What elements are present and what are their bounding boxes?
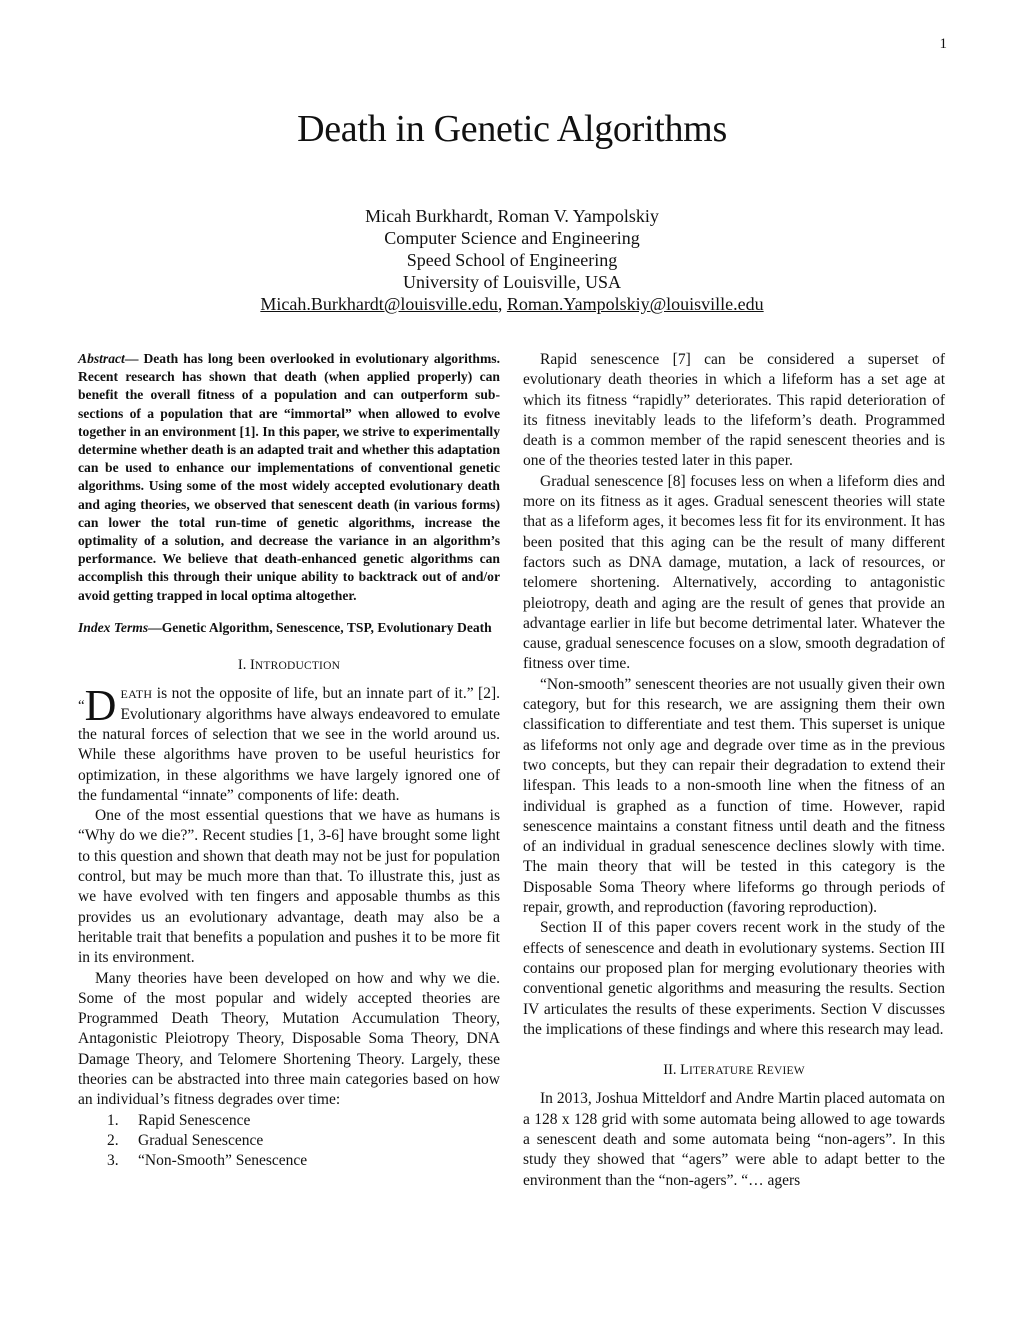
intro-smallcaps: EATH <box>120 687 153 702</box>
list-item-number: 1. <box>107 1111 119 1129</box>
abstract-dash: — <box>124 351 144 366</box>
section-title-rest: ITERATURE <box>689 1065 754 1078</box>
list-item-text: “Non-Smooth” Senescence <box>138 1152 308 1170</box>
section-title-initial: R <box>757 1062 767 1079</box>
section-number: II. <box>663 1062 677 1079</box>
paper-title: Death in Genetic Algorithms <box>297 108 727 150</box>
email-separator: , <box>497 294 507 314</box>
intro-first-text: is not the opposite of life, but an innate part of it.” [2]. Evolutionary algorithms have always endeavored to emulate the natural forces of selection that we see in the world around us. While these algorithms have proven to be useful heuristics for optimization, in these algorithms we have largely ignored one of the fundamental “innate” components of life: death. <box>78 685 500 804</box>
list-item-text: Rapid Senescence <box>138 1111 251 1129</box>
index-terms-label: Index Terms <box>78 619 149 635</box>
email-link-yampolskiy[interactable]: Roman.Yampolskiy@louisville.edu <box>506 294 764 314</box>
list-item-text: Gradual Senescence <box>138 1131 264 1149</box>
literature-paragraph-1: In 2013, Joshua Mitteldorf and Andre Martin placed automata on a 128 x 128 grid with some automata being allowed to age towards a senescent death and some automata being “non-agers”. In this study they showed that “agers” were able to adapt better to the environment than the “non-agers”. “… agers <box>523 1090 945 1189</box>
left-column <box>78 350 500 1171</box>
right-column <box>523 350 945 1191</box>
abstract-label: Abstract <box>78 351 125 366</box>
intro-paragraph-1 <box>78 681 500 806</box>
drop-cap <box>78 681 117 731</box>
section-title-initial: I <box>250 657 255 674</box>
list-item-number: 2. <box>107 1131 119 1149</box>
list-item-number: 3. <box>107 1152 119 1170</box>
right-paragraph-1: Rapid senescence [7] can be considered a superset of evolutionary death theories in which a lifeform has a set age at which its fitness “rapidly” deteriorates. This rapid deterioration of its fitness inevitably leads to the lifeform’s death. Programmed death is a common member of the rapid senescent theories and is one of the theories tested later in this paper. <box>523 351 945 470</box>
email-link-burkhardt[interactable]: Micah.Burkhardt@louisville.edu <box>260 294 498 314</box>
index-terms <box>78 619 500 637</box>
author-emails <box>0 293 1024 315</box>
page-number: 1 <box>939 36 947 52</box>
section-number: I. <box>237 657 247 674</box>
author-names: Micah Burkhardt, Roman V. Yampolskiy <box>365 206 659 226</box>
abstract-text: Death has long been overlooked in evolutionary algorithms. Recent research has shown that death (when applied properly) can benefit the overall fitness of a population and can outperform sub-sections of a population that are “immortal” when allowed to evolve together in an environment [1]. In this paper, we strive to experimentally determine whether death is an adapted trait and whether this adaptation can be used to enhance our implementations of conventional genetic algorithms. Using some of the most widely accepted evolutionary death and aging theories, we observed that senescent death (in various forms) can lower the total run-time of genetic algorithms, increase the optimality of a solution, and decrease the variance in an algorithm’s performance. We believe that death-enhanced genetic algorithms can accomplish this through their unique ability to backtrack out of and/or avoid getting trapped in local optima altogether. <box>78 351 500 603</box>
abstract <box>78 350 500 605</box>
section-heading-introduction <box>78 655 500 676</box>
list-item <box>107 1111 500 1131</box>
intro-paragraph-2: One of the most essential questions that we have as humans is “Why do we die?”. Recent studies [1, 3-6] have brought some light to this question and shown that death may not be just for population control, but may be much more than that. To illustrate this, just as we have evolved with ten fingers and apposable thumbs as this provides us an evolutionary advantage, death may also be a heritable trait that benefits a population and pushes it to be more fit in its environment. <box>78 807 500 967</box>
right-paragraph-4: Section II of this paper covers recent work in the study of the effects of senescence and death in evolutionary systems. Section III contains our proposed plan for merging evolutionary theories with conventional genetic algorithms and measuring the results. Section IV articulates the results of these experiments. Section V discusses the implications of these findings and where this research may lead. <box>523 919 945 1038</box>
author-block <box>0 205 1024 315</box>
intro-paragraph-3: Many theories have been developed on how and why we die. Some of the most popular and widely accepted theories are Programmed Death Theory, Mutation Accumulation Theory, Antagonistic Pleiotropy Theory, Disposable Soma Theory, DNA Damage Theory, and Telomere Shortening Theory. Largely, these theories can be abstracted into three main categories based on how an individual’s fitness degrades over time: <box>78 969 500 1109</box>
right-paragraph-3: “Non-smooth” senescent theories are not usually given their own category, but for this research, we are assigning them their own classification to differentiate and test them. This superset is unique as lifeforms not only age and degrade over time as in the previous two concepts, but they can repair their degradation to extend their lifespan. This leads to a non-smooth line when the fitness of an individual is graphed as a function of time. However, rapid senescence maintains a constant fitness until death and the fitness of an individual in gradual senescence declines slowly with time. The main theory that will be tested in this category is the Disposable Soma Theory where lifeforms go through periods of repair, growth, and reproduction (favoring reproduction). <box>523 675 945 917</box>
section-heading-literature-review <box>523 1060 945 1081</box>
index-terms-text: —Genetic Algorithm, Senescence, TSP, Evolutionary Death <box>148 619 492 635</box>
right-paragraph-2: Gradual senescence [8] focuses less on when a lifeform dies and more on its fitness as it ages. Gradual senescent theories will state that as a lifeform ages, it becomes less fit for its environment. It has been posited that this aging can be the result of many different factors such as DNA damage, mutation, a lack of resources, or telomere shortening. Alternatively, according to antagonistic pleiotropy, death and aging are the result of genes that provide an advantage earlier in life but become detrimental later. Whatever the cause, gradual senescence focuses on a slow, smooth degradation of fitness over time. <box>523 472 945 673</box>
drop-cap-quote: “ <box>78 698 85 715</box>
list-item <box>107 1151 500 1171</box>
author-university: University of Louisville, USA <box>403 272 621 292</box>
author-school: Speed School of Engineering <box>406 250 618 270</box>
senescence-list <box>78 1111 500 1172</box>
drop-cap-letter: D <box>84 681 117 731</box>
list-item <box>107 1131 500 1151</box>
section-title-rest: NTRODUCTION <box>254 660 341 673</box>
section-title-initial: L <box>680 1062 690 1079</box>
author-department: Computer Science and Engineering <box>384 228 640 248</box>
section-title-rest: EVIEW <box>766 1065 805 1078</box>
